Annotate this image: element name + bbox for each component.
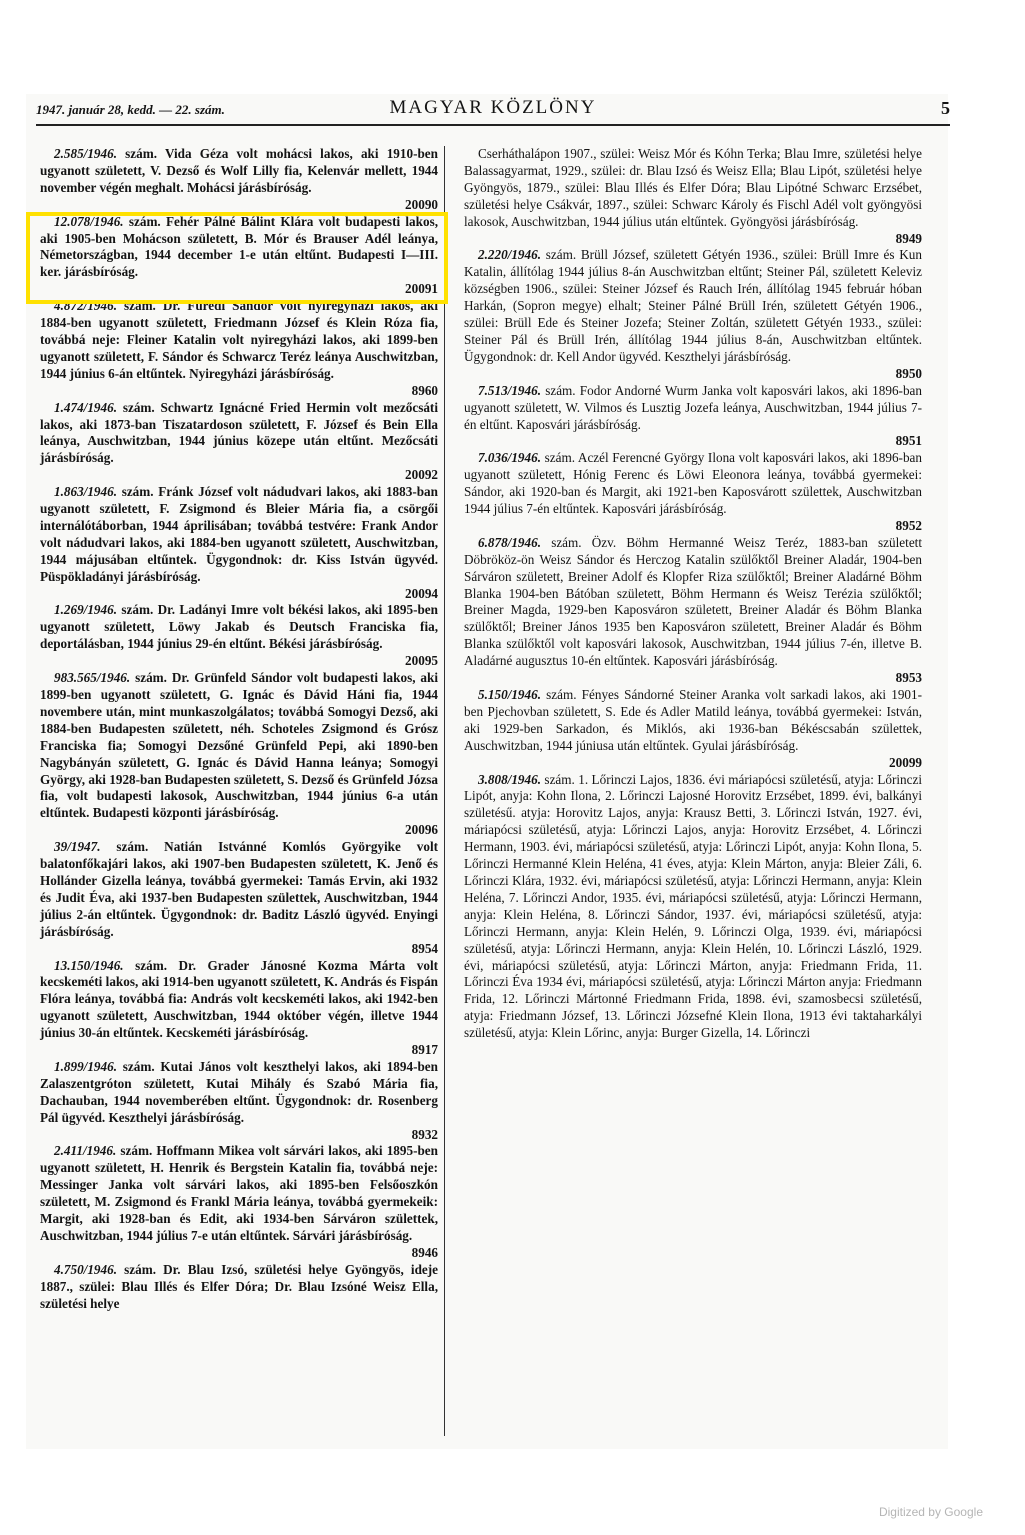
reference-number: 8949 — [895, 230, 922, 246]
reference-number: 8946 — [411, 1244, 438, 1260]
notice-text: szám. Dr. Grünfeld Sándor volt budapesti lakos, aki 1899-ben ugyanott született, G. Ignác és Dávid Háni fia, 1944 novembere után, mint munkaszolgálatos; továbbá Somogyi Dezső, aki 1884-ben Budapesten született, néh. Schoteles Zsigmond és Grósz Franciska fia; Somogyi Dezsőné Grünfeld Pepi, aki 1890-ben Nagybányán született, G. Ignác és Dávid Hanna leánya; Somogyi György, aki 1928-ban Budapesten született, S. Dezső és Grünfeld Józsa fia, volt budapesti lakosok, Auschwitzban, 1944 június 6-a után eltűntek. Budapesti központi járásbíróság. — [40, 670, 438, 821]
notice-entry — [40, 214, 438, 299]
notice-text: szám. Dr. Ladányi Imre volt békési lakos, aki 1895-ben ugyanott született, Löwy Jakab és Deutsch Franciska fia, deportálásban, 1944 június 29-én eltűnt. Békési járásbíróság. — [40, 602, 438, 652]
case-number: 4.750/1946. — [54, 1261, 118, 1277]
notice-entry — [464, 383, 922, 451]
notice-entry — [40, 146, 438, 214]
notice-entry — [40, 400, 438, 485]
right-column — [458, 146, 928, 1446]
notice-entry — [40, 670, 438, 839]
notice-text: szám. Dr. Furedi Sándor volt nyiregyházi lakos, aki 1884-ben ugyanott született, Friedmann József és Klein Róza fia, továbbá neje: Fleiner Katalin volt nyiregyházi lakos, aki 1899-ben ugyanott született, F. Sándor és Schwarcz Teréz leánya Auschwitzban, 1944 június 6-án eltűntek. Nyiregyházi járásbíróság. — [40, 298, 438, 381]
reference-number: 8960 — [411, 382, 438, 398]
reference-number: 20090 — [405, 196, 438, 212]
notice-text: szám. Özv. Böhm Hermanné Weisz Teréz, 1883-ban született Döbrököz-ön Weisz Sándor és Herczog Katalin szülőktől Breiner Aladár, 1904-ben Sárváron született, Breiner Adolf és Klopfer Riza szülőktől; Breiner Aladárné Böhm Blanka 1904-ben Bátóban született, Böhm Hermann és Weisz Terézia szülőktől; Breiner Magda, 1929-ben Kaposváron született, Breiner Aladár és Böhm Blanka szülőktől; Breiner János 1935 ben Kaposváron született, Breiner Aladár és Böhm Blanka szülőktől volt kaposvári lakosok, Auschwitzban, 1944 július 7-én, illetve B. Aladárné augusztus 10-én eltűntek. Kaposvári járásbíróság. — [464, 534, 922, 669]
notice-text: szám. Hoffmann Mikea volt sárvári lakos, aki 1895-ben ugyanott született, H. Henrik és Bergstein Katalin fia, továbbá neje: Messinger Janka volt sárvári lakos, aki 1895-ben Felsőoszkón született, M. Zsigmond és Frankl Mária leánya, továbbá gyermekeik: Margit, aki 1928-ban és Edit, aki 1934-ben Sárváron születtek, Auschwitzban, 1944 július 7-e után eltűntek. Sárvári járásbíróság. — [40, 1143, 438, 1243]
case-number: 13.150/1946. — [54, 957, 124, 973]
case-number: 7.036/1946. — [478, 450, 542, 466]
case-number: 6.878/1946. — [478, 534, 542, 550]
notice-text: szám. Dr. Grader Jánosné Kozma Márta volt kecskeméti lakos, aki 1914-ben ugyanott született, K. András és Fispán Flóra leánya, továbbá fia: András volt kecskeméti lakos, aki 1942-ben ugyanott született, Auschwitzban, 1944 október végén, illetve 1944 június 30-án eltűntek. Kecskeméti járásbíróság. — [40, 957, 438, 1041]
notice-text: szám. Fodor Andorné Wurm Janka volt kaposvári lakos, aki 1896-ban ugyanott született, W. Vilmos és Lusztig Jozefa leánya, Auschwitzban, 1944 július 7-én eltűnt. Kaposvári járásbíróság. — [464, 382, 922, 432]
reference-number: 8952 — [895, 517, 922, 533]
case-number: 5.150/1946. — [478, 687, 542, 702]
case-number: 4.872/1946. — [54, 298, 118, 314]
notice-entry — [464, 535, 922, 687]
reference-number: 20096 — [405, 822, 438, 838]
reference-number: 8932 — [411, 1126, 438, 1142]
notice-entry — [464, 772, 922, 1043]
left-column — [34, 146, 445, 1436]
case-number: 12.078/1946. — [54, 213, 124, 229]
reference-number: 20092 — [405, 467, 438, 483]
case-number: 1.269/1946. — [54, 602, 118, 618]
notice-text: szám. Schwartz Ignácné Fried Hermin volt mezőcsáti lakos, aki 1873-ban Tiszatardoson született, F. József és Bein Ella leánya, Auschwitzban, 1944 június közepe után eltűnt. Mezőcsáti járásbíróság. — [40, 399, 438, 466]
digitized-by-watermark: Digitized by Google — [878, 1505, 983, 1519]
reference-number: 8951 — [895, 433, 922, 449]
notice-entry — [464, 687, 922, 772]
case-number: 3.808/1946. — [478, 771, 542, 787]
header-page-number: 5 — [941, 98, 950, 118]
notice-text: szám. Fényes Sándorné Steiner Aranka volt sarkadi lakos, aki 1901-ben Pjechovban született, S. Ede és Adler Matild leánya, továbbá gyermekei: István, aki 1929-ben Sarkadon, és Miklós, aki 1936-ban Békéscsabán születtek, Auschwitzban, 1944 júniusa után eltűntek. Gyulai járásbíróság. — [464, 687, 922, 753]
notice-text: szám. Fránk József volt nádudvari lakos, aki 1883-ban ugyanott született, F. Zsigmond és Bleier Mária fia, a csörgői internálótáborban, 1944 áprilisában; továbbá testvére: Frank Andor volt nádudvari lakos, aki 1884-ben ugyanott született, Auschwitzban, 1944 májusában eltűntek. Ügygondnok: dr. Kiss István ügyvéd. Püspökladányi járásbíróság. — [40, 484, 438, 584]
notice-text: szám. Vida Géza volt mohácsi lakos, aki 1910-ben ugyanott született, V. Dezső és Wolf Lilly fia, Kelenvár mellett, 1944 november végén meghalt. Mohácsi járásbíróság. — [40, 146, 438, 195]
case-number: 7.513/1946. — [478, 382, 542, 398]
case-number: 2.585/1946. — [54, 146, 118, 161]
notice-entry — [40, 484, 438, 602]
notice-entry — [40, 298, 438, 399]
notice-entry — [40, 1059, 438, 1144]
case-number: 2.411/1946. — [54, 1143, 117, 1159]
reference-number: 20099 — [889, 754, 922, 770]
case-number: 1.899/1946. — [54, 1058, 118, 1074]
reference-number: 20094 — [405, 585, 438, 601]
notice-text: szám. Natián Istvánné Komlós Györgyike volt balatonfőkajári lakos, aki 1907-ben Budapesten született, K. Jenő és Hollánder Gizella leánya, továbbá gyermekei: Tamás Ervin, aki 1932 és Judit Éva, aki 1937-ben Budapesten születtek, Auschwitzban, 1944 július 2-án eltűntek. Ügygondnok: dr. Baditz László ügyvéd. Enyingi járásbíróság. — [40, 839, 438, 939]
case-number: 2.220/1946. — [478, 247, 542, 263]
notice-entry — [40, 602, 438, 670]
notice-text: szám. Fehér Pálné Bálint Klára volt budapesti lakos, aki 1905-ben Mohácson született, B. Mór és Brauser Adél leánya, Németországban, 1944 december 1-e után eltűnt. Budapesti I—III. ker. járásbíróság. — [40, 213, 438, 280]
case-number: 1.474/1946. — [54, 399, 118, 415]
notice-entry — [40, 839, 438, 957]
reference-number: 8917 — [411, 1042, 438, 1058]
reference-number: 8950 — [895, 365, 922, 381]
notice-entry — [40, 1262, 438, 1313]
notice-text: Cserháthalápon 1907., szülei: Weisz Mór és Kóhn Terka; Blau Imre, születési helye Balassagyarmat, 1929., szülei: dr. Blau Izsó és Weisz Ella; Blau Lipót, születési helye Gyöngyös, 1879., szülei: Blau Illés és Elfer Dóra; Blau Lipótné Schwarc Erzsébet, születési helye Csákvár, 1897., szülei: Schwarc Károly és Fischl Adél volt gyöngyösi lakosok, Auschwitzban, 1944 július után eltűntek. Gyöngyösi járásbíróság. — [464, 146, 922, 229]
notice-entry — [464, 450, 922, 535]
notice-text: szám. Dr. Blau Izsó, születési helye Gyöngyös, ideje 1887., szülei: Blau Illés és Elfer Dóra; Dr. Blau Izsóné Weisz Ella, születési helye — [40, 1261, 438, 1311]
notice-entry — [40, 1143, 438, 1261]
header-date: 1947. január 28, kedd. — 22. szám. — [36, 102, 225, 117]
reference-number: 8953 — [895, 670, 922, 686]
notice-text: szám. Brüll József, született Gétyén 1936., szülei: Brüll Imre és Kun Katalin, állítólag 1944 július 8-án Auschwitzban eltűnt; Steiner Pál, született Keleviz községben 1906., szülei: Steiner József és Rauch Irén, állítólag 1945 február hóban Harkán, (Sopron megye) elhalt; Steiner Pálné Brüll Irén, született Gétyén 1906., szülei: Brüll Ede és Steiner Jozefa; Steiner Zoltán, született Gétyén 1933., szülei: Steiner Pál és Brüll Irén, állítólag 1944 július 8-án, Auschwitzban eltűntek. Ügygondnok: dr. Kell Andor ügyvéd. Keszthelyi járásbíróság. — [464, 247, 922, 364]
notice-text: szám. Kutai János volt keszthelyi lakos, aki 1894-ben Zalaszentgróton született, Kutai Mihály és Szabó Mária fia, Dachauban, 1944 novemberében eltűnt. Ügygondnok: dr. Rosenberg Pál ügyvéd. Keszthelyi járásbíróság. — [40, 1058, 438, 1125]
notice-entry — [464, 146, 922, 247]
notice-text: szám. 1. Lőrinczi Lajos, 1836. évi máriapócsi születésű, atyja: Lőrinczi Lipót, anyja: Kohn Ilona, 2. Lőrinczi Lajosné Horovitz Erzsébet, 1899. évi, balkányi születésű. atyja: Horovitz Lajos, anyja: Krausz Betti, 3. Lőrinczi István, 1927. évi, máriapócsi születésű, atyja: Lőrinczi Lajos, anyja: Horovitz Erzsébet, 4. Lőrinczi Hermann, 1903. évi, máriapócsi születésű, atyja: Lőrinczi Lipót, anyja: Kohn Ilona, 5. Lőrinczi Hermanné Klein Heléna, 41 éves, atyja: Klein Márton, anyja: Bleier Záli, 6. Lőrinczi Klára, 1932. évi, máriapócsi születésű, atyja: Lőrinczi Hermann, anyja: Klein Heléna, 7. Lőrinczi Andor, 1935. évi, máriapócsi születésű, atyja: Lőrinczi Hermann, anyja: Klein Heléna, 8. Lőrinczi Sándor, 1937. évi, máriapócsi születésű, atyja: Lőrinczi Hermann, anyja: Klein Helén, 9. Lőrinczi Olga, 1939. évi, máriapócsi születésű, atyja: Lőrinczi Hermann, anyja: Klein Helén, 10. Lőrinczi László, 1929. évi, máriapócsi születésű, atyja: Lőrinczi Márton, anyja: Friedmann Frida, 11. Lőrinczi Éva 1934 évi, máriapócsi születésű, atyja: Lőrinczi Márton anyja: Friedmann Frida, 12. Lőrinczi Mártonné Friedmann Frida, 1898. évi, szamosbecsi születésű, atyja: Friedmann József, 13. Lőrinczi Józsefné Klein Ilona, 1913 évi taktaharkályi születésű, atyja: Klein Lőrinc, anyja: Burger Gizella, 14. Lőrinczi — [464, 771, 922, 1041]
page-header — [36, 96, 950, 126]
header-title: MAGYAR KÖZLÖNY — [389, 97, 597, 118]
case-number: 39/1947. — [54, 839, 101, 855]
notice-entry — [40, 958, 438, 1059]
reference-number: 20091 — [405, 281, 438, 297]
case-number: 983.565/1946. — [54, 670, 131, 686]
reference-number: 8954 — [411, 940, 438, 956]
notice-text: szám. Aczél Ferencné György Ilona volt kaposvári lakos, aki 1896-ban ugyanott született, Hónig Ferenc és Löwi Eleonora leánya, továbbá gyermekei: Sándor, aki 1920-ban és Margit, aki 1921-ben Kaposvárott születtek, Auschwitzban 1944 július 7-én eltűntek. Kaposvári járásbíróság. — [464, 450, 922, 517]
notice-entry — [464, 247, 922, 382]
reference-number: 20095 — [405, 653, 438, 669]
case-number: 1.863/1946. — [54, 484, 118, 500]
